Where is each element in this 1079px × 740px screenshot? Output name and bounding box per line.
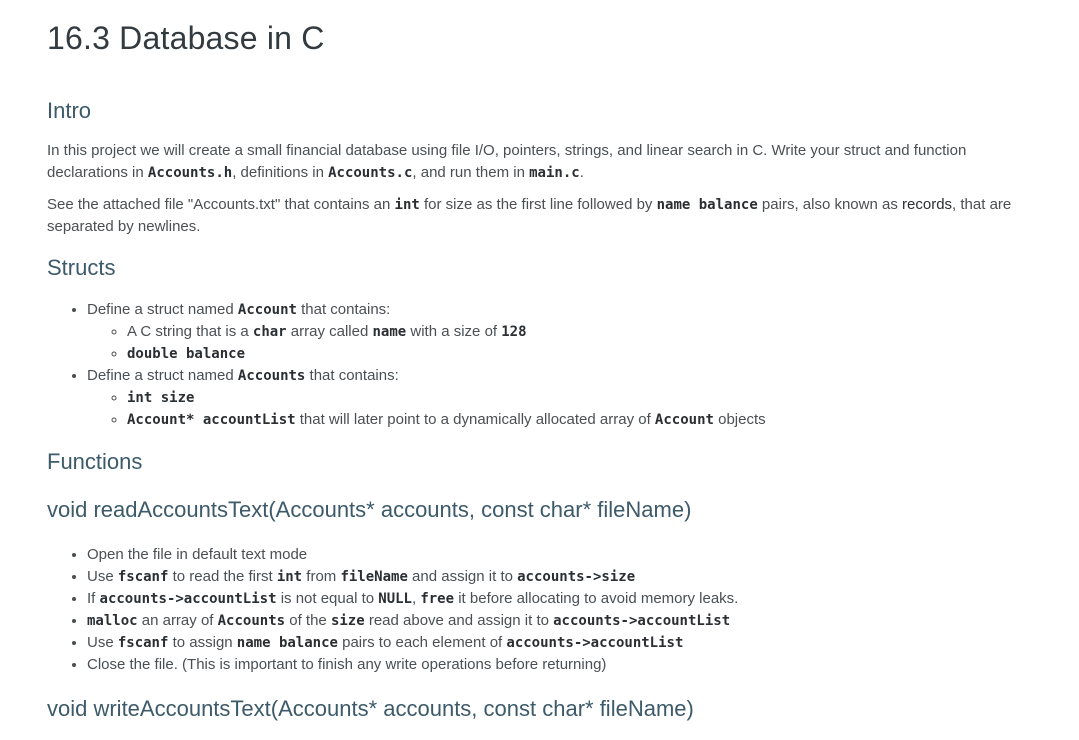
text: objects <box>713 411 766 428</box>
list-item <box>87 365 766 431</box>
text: In this project we will create a small financial database using file I/O, pointers, strings, and linear search in C. Write your struct and function declarations in <box>47 142 967 181</box>
text: to read the first <box>168 568 277 585</box>
code-filename: fileName <box>340 569 408 585</box>
read-function-steps <box>47 544 738 676</box>
text: with a size of <box>406 323 502 340</box>
intro-paragraph-1 <box>47 140 1027 184</box>
code-free: free <box>420 591 455 607</box>
code-int-size: int size <box>127 390 195 406</box>
text: Use <box>87 568 118 585</box>
sub-list <box>87 321 766 365</box>
list-item <box>87 588 738 610</box>
list-item <box>87 566 738 588</box>
code-accounts-c: Accounts.c <box>328 165 413 181</box>
text: read above and assign it to <box>364 612 554 629</box>
text: it before allocating to avoid memory leaks. <box>454 590 739 607</box>
text: A C string that is a <box>127 323 253 340</box>
list-item <box>87 610 738 632</box>
text: and assign it to <box>407 568 518 585</box>
text: See the attached file "Accounts.txt" that contains an <box>47 196 395 213</box>
code-int: int <box>394 197 420 213</box>
code-null: NULL <box>378 591 412 607</box>
code-main-c: main.c <box>529 165 580 181</box>
code-int: int <box>276 569 303 585</box>
code-name: name <box>372 324 407 340</box>
list-item <box>87 299 766 365</box>
structs-heading: Structs <box>47 255 116 280</box>
text: from <box>302 568 341 585</box>
text: to assign <box>168 634 237 651</box>
text: that contains: <box>296 301 391 318</box>
code-account: Account <box>654 412 714 428</box>
text: , that are separated by newlines. <box>47 196 1012 235</box>
list-item <box>87 632 738 654</box>
code-malloc: malloc <box>87 613 138 629</box>
code-accounts-h: Accounts.h <box>147 165 233 181</box>
code-128: 128 <box>501 324 527 340</box>
structs-list <box>47 299 766 431</box>
text: of the <box>285 612 331 629</box>
code-size: size <box>330 613 365 629</box>
list-item <box>127 387 766 409</box>
text: pairs, also known as <box>757 196 903 213</box>
text: . <box>579 164 584 181</box>
code-fscanf: fscanf <box>117 635 169 651</box>
intro-paragraph-2 <box>47 194 1027 238</box>
function-signature-read: void readAccountsText(Accounts* accounts, const char* fileName) <box>47 497 692 522</box>
term-records: records <box>902 196 953 213</box>
code-accounts-size: accounts->size <box>517 569 636 585</box>
text: Use <box>87 634 118 651</box>
code-name-balance: name balance <box>236 635 338 651</box>
code-char: char <box>252 324 287 340</box>
list-item <box>127 321 766 343</box>
code-accounts-accountlist: accounts->accountList <box>553 613 731 629</box>
text: , <box>411 590 421 607</box>
code-accounts-accountlist: accounts->accountList <box>506 635 684 651</box>
list-item <box>127 343 766 365</box>
function-signature-write: void writeAccountsText(Accounts* accounts, const char* fileName) <box>47 696 694 721</box>
functions-heading: Functions <box>47 449 143 474</box>
code-accounts: Accounts <box>217 613 286 629</box>
code-accounts-accountlist: accounts->accountList <box>99 591 277 607</box>
text: If <box>87 590 100 607</box>
text: that will later point to a dynamically allocated array of <box>295 411 655 428</box>
code-fscanf: fscanf <box>117 569 169 585</box>
code-name-balance: name balance <box>656 197 758 213</box>
text: for size as the first line followed by <box>419 196 657 213</box>
text: array called <box>286 323 373 340</box>
code-account-list: Account* accountList <box>127 412 296 428</box>
sub-list <box>87 387 766 431</box>
intro-heading: Intro <box>47 98 92 123</box>
text: pairs to each element of <box>337 634 507 651</box>
text: is not equal to <box>276 590 379 607</box>
text: , and run them in <box>412 164 530 181</box>
page-title: 16.3 Database in C <box>47 20 325 56</box>
code-account: Account <box>237 302 297 318</box>
list-item: • Open the file in default text mode <box>87 544 738 566</box>
list-item <box>127 409 766 431</box>
text: Define a struct named <box>87 367 238 384</box>
list-item: • Close the file. (This is important to finish any write operations before returning) <box>87 654 738 676</box>
text: that contains: <box>305 367 399 384</box>
code-double-balance: double balance <box>127 346 246 362</box>
text: Define a struct named <box>87 301 238 318</box>
text: an array of <box>137 612 218 629</box>
code-accounts: Accounts <box>237 368 306 384</box>
text: , definitions in <box>232 164 329 181</box>
